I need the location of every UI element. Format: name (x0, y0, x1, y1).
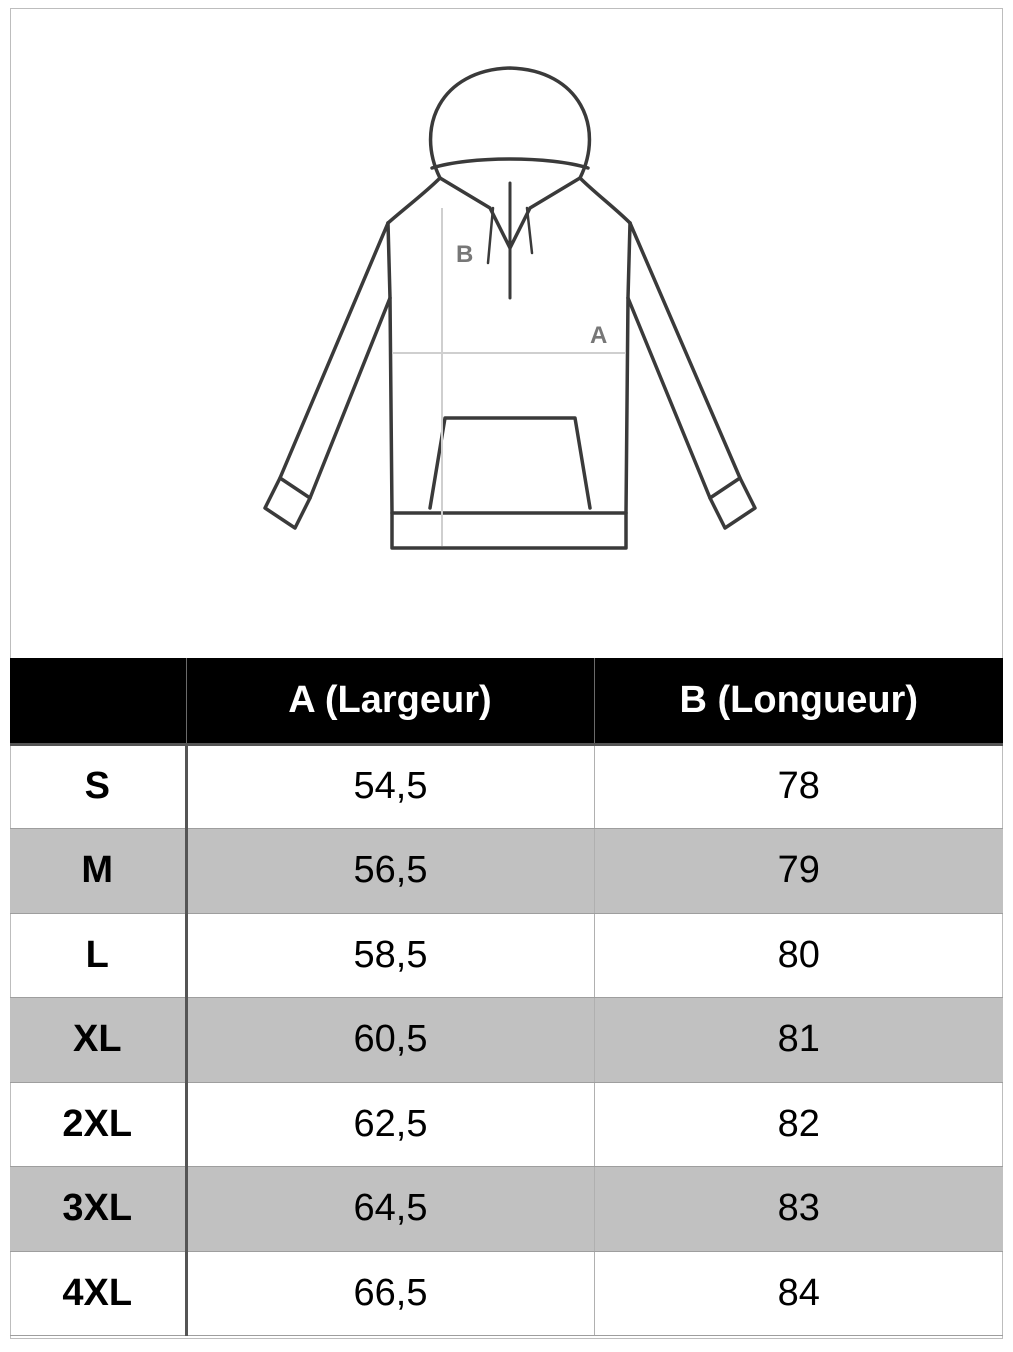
width-value: 56,5 (186, 829, 594, 914)
measure-label-a: A (590, 322, 608, 349)
length-value: 84 (594, 1251, 1003, 1336)
length-value: 83 (594, 1167, 1003, 1252)
table-row (10, 1251, 1003, 1336)
size-table (10, 658, 1003, 1336)
hoodie-diagram (10, 8, 1003, 658)
size-label: S (10, 744, 186, 829)
width-value: 60,5 (186, 998, 594, 1083)
size-label: 3XL (10, 1167, 186, 1252)
width-value: 64,5 (186, 1167, 594, 1252)
length-value: 79 (594, 829, 1003, 914)
hoodie-illustration-icon (10, 8, 1003, 658)
length-value: 80 (594, 913, 1003, 998)
header-size (10, 658, 186, 744)
width-value: 66,5 (186, 1251, 594, 1336)
width-value: 54,5 (186, 744, 594, 829)
measure-label-b: B (456, 241, 474, 268)
length-value: 81 (594, 998, 1003, 1083)
size-label: 4XL (10, 1251, 186, 1336)
header-length: B (Longueur) (594, 658, 1003, 744)
table-row (10, 744, 1003, 829)
size-label: XL (10, 998, 186, 1083)
table-row (10, 1167, 1003, 1252)
table-header-row (10, 658, 1003, 744)
size-label: 2XL (10, 1082, 186, 1167)
size-label: M (10, 829, 186, 914)
header-width: A (Largeur) (186, 658, 594, 744)
length-value: 82 (594, 1082, 1003, 1167)
width-value: 62,5 (186, 1082, 594, 1167)
size-label: L (10, 913, 186, 998)
table-row (10, 998, 1003, 1083)
length-value: 78 (594, 744, 1003, 829)
table-row (10, 829, 1003, 914)
width-value: 58,5 (186, 913, 594, 998)
table-row (10, 1082, 1003, 1167)
table-row (10, 913, 1003, 998)
